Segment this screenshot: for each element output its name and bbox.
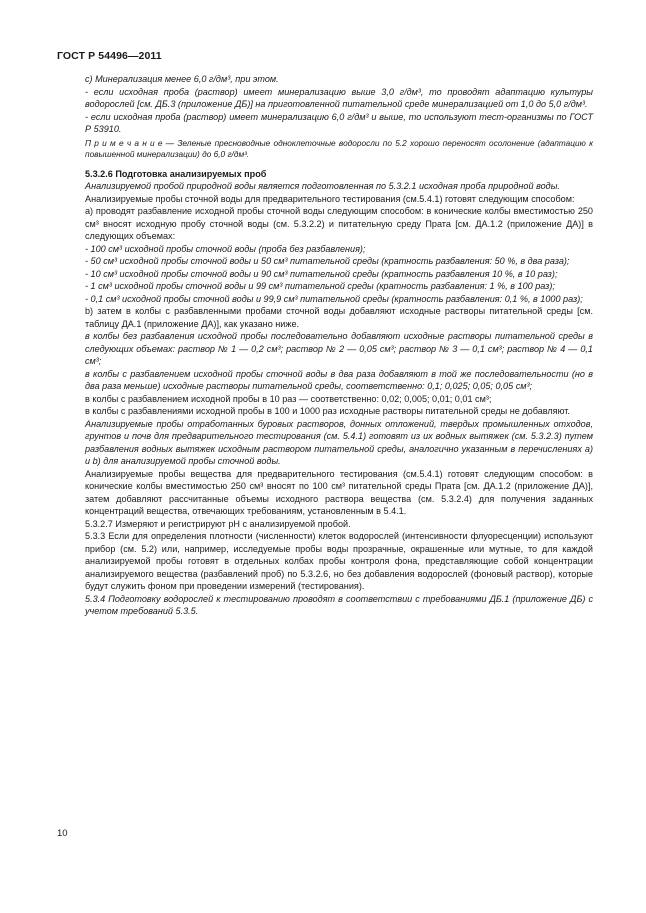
- paragraph: b) затем в колбы с разбавленными пробами сточной воды добавляют исходные растворы питательной среды [см. таблицу ДА.1 (приложение ДА)], как указано ниже.: [85, 306, 593, 329]
- paragraph: Анализируемые пробы вещества для предварительного тестирования (см.5.4.1) готовят следующим способом: в конические колбы вместимостью 250 см³ вносят по 100 см³ питательной среды Прата [см. ДА.1.2 (приложение ДА)], затем добавляют рассчитанные объемы исходного раствора вещества (см. 5.3.2.4) для получения заданных концентраций вещества, отвечающих требованиям, установленным в 5.4.1.: [85, 468, 593, 516]
- list-item: - 10 см³ исходной пробы сточной воды и 90 см³ питательной среды (кратность разбавления 10 %, в 10 раз);: [85, 268, 558, 279]
- paragraph: в колбы без разбавления исходной пробы последовательно добавляют исходные растворы питательной среды в следующих объемах: раствор № 1 — 0,2 см³; раствор № 2 — 0,05 см³; раствор № 3 — 0,1 см³; раствор № 4 — 0,1 см³;: [85, 331, 593, 366]
- paragraph: в колбы с разбавлениями исходной пробы в 100 и 1000 раз исходные растворы питательной среды не добавляют.: [85, 406, 570, 416]
- paragraph: а) проводят разбавление исходной пробы сточной воды следующим способом: в конические колбы вместимостью 250 см³ вносят исходную пробу сточной воды (см. 5.3.2.2) и питательную среду Прата [см. ДА.1.2 (приложение ДА)] в следующих объемах:: [85, 206, 593, 241]
- paragraph: - если исходная проба (раствор) имеет минерализацию 6,0 г/дм³ и выше, то используют тест-организмы по ГОСТ Р 53910.: [85, 111, 593, 134]
- list-item: - 1 см³ исходной пробы сточной воды и 99 см³ питательной среды (кратность разбавления: 1 %, в 100 раз);: [85, 281, 555, 291]
- document-header: ГОСТ Р 54496—2011: [57, 50, 162, 62]
- paragraph: 5.3.3 Если для определения плотности (численности) клеток водорослей (интенсивности флуоресценции) используют прибор (см. 5.2) или, например, исследуемые пробы воды прозрачные, окрашенные или мутные, то для каждой анализируемой пробы готовят в отдельных колбах пробы контроля фона, представляющие собой концентрации анализируемого вещества (разбавлений проб) по 5.3.2.6, но без добавления водорослей (фоновый раствор), которые будут служить фоном при проведении измерений (тестирования).: [85, 531, 593, 591]
- list-item: - 0,1 см³ исходной пробы сточной воды и 99,9 см³ питательной среды (кратность разбавления: 0,1 %, в 1000 раз);: [85, 293, 583, 304]
- page-number: 10: [57, 828, 68, 839]
- paragraph: с) Минерализация менее 6,0 г/дм³, при этом.: [85, 74, 279, 84]
- paragraph: в колбы с разбавлением исходной пробы сточной воды в два раза добавляют в той же последовательности (но в два раза меньше) исходные растворы питательной среды, соответственно: 0,1; 0,025; 0,05; 0,05 см³;: [85, 368, 593, 391]
- document-body: [85, 73, 593, 618]
- list-item: - 50 см³ исходной пробы сточной воды и 50 см³ питательной среды (кратность разбавления: 50 %, в два раза);: [85, 256, 570, 266]
- list-item: - 100 см³ исходной пробы сточной воды (проба без разбавления);: [85, 243, 366, 254]
- paragraph: Анализируемые пробы сточной воды для предварительного тестирования (см.5.4.1) готовят следующим способом:: [85, 193, 575, 204]
- paragraph: Анализируемой пробой природной воды является подготовленная по 5.3.2.1 исходная проба природной воды.: [85, 181, 560, 191]
- paragraph: 5.3.4 Подготовку водорослей к тестированию проводят в соответствии с требованиями ДБ.1 (приложение ДБ) с учетом требований 5.3.5.: [85, 593, 593, 616]
- section-heading: 5.3.2.6 Подготовка анализируемых проб: [85, 168, 267, 179]
- paragraph: Анализируемые пробы отработанных буровых растворов, донных отложений, твердых промышленных отходов, грунтов и почв для предварительного тестирования (см. 5.4.1) готовят из их водных вытяжек (см. 5.3.2.3) путем разбавления водных вытяжек исходным раствором питательной среды, аналогично указанным в перечислениях а) и b) для анализируемой пробы сточной воды.: [85, 418, 593, 466]
- paragraph: в колбы с разбавлением исходной пробы в 10 раз — соответственно: 0,02; 0,005; 0,01; 0,01 см³;: [85, 393, 492, 404]
- paragraph: - если исходная проба (раствор) имеет минерализацию выше 3,0 г/дм³, то проводят адаптацию культуры водорослей [см. ДБ.3 (приложение ДБ)] на приготовленной питательной среде минерализацией от 1,0 до 5,0 г/дм³.: [85, 86, 593, 109]
- note-paragraph: П р и м е ч а н и е — Зеленые пресноводные одноклеточные водоросли по 5.2 хорошо переносят осолонение (адаптацию к повышенной минерализации) до 6,0 г/дм³.: [85, 137, 593, 159]
- paragraph: 5.3.2.7 Измеряют и регистрируют pH с анализируемой пробой.: [85, 518, 351, 529]
